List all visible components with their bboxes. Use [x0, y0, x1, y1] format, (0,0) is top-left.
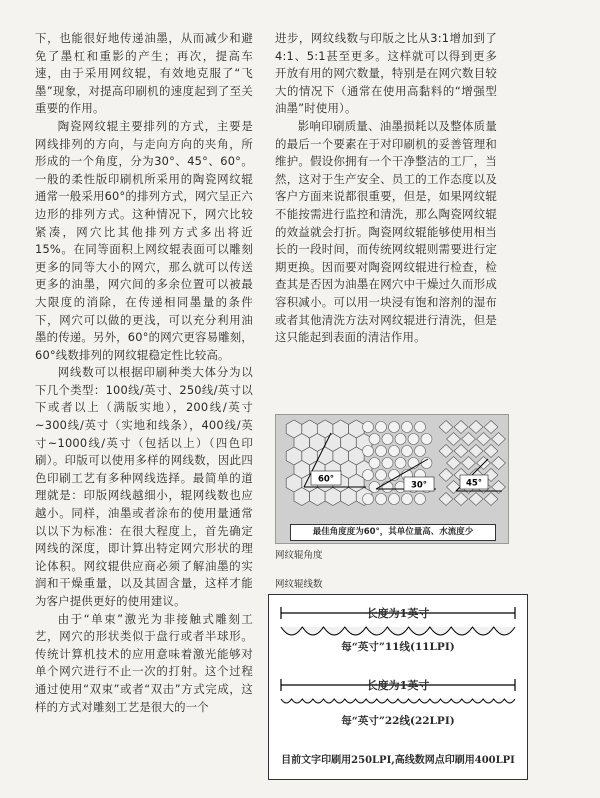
- right-text-column: [275, 30, 497, 347]
- paragraph: 下，也能很好地传递油墨，从而减少和避免了墨杠和重影的产生；再次，提高车速，由于采用网纹辊，有效地克服了“飞墨”现象，对提高印刷机的速度起到了至关重要的作用。: [35, 31, 253, 116]
- diamond-cell: [484, 493, 498, 506]
- diamond-cell: [469, 445, 483, 458]
- diamond-cell: [447, 433, 461, 446]
- angle-figure-caption: 最佳角度度为60°，其单位量高、水流度少: [290, 524, 496, 541]
- round-cell: [395, 458, 406, 469]
- paragraph: 进步，网纹线数与印版之比从3:1增加到了4:1、5:1甚至更多。这样就可以得到更多开放有用的网穴数量，特别是在网穴数目较大的情况下（通常在使用高黏料的“增强型油墨”时使用）。: [275, 31, 497, 116]
- round-cell: [369, 458, 380, 469]
- round-cell: [415, 446, 426, 457]
- diamond-cell: [439, 493, 453, 506]
- round-cell: [363, 494, 374, 505]
- round-cell: [376, 494, 387, 505]
- diamond-cell: [484, 421, 498, 434]
- resolution-label-22lpi: 每“英寸”22线(22LPI): [341, 715, 455, 727]
- round-cell: [402, 422, 413, 433]
- round-cell: [395, 434, 406, 445]
- diamond-cell: [454, 445, 468, 458]
- round-cell: [376, 422, 387, 433]
- diamond-cell: [462, 433, 476, 446]
- lpi-figure-footer: 目前文字印刷用250LPI,高线数网点印刷用400LPI: [281, 755, 515, 766]
- diamond-cell: [454, 421, 468, 434]
- cell-profile-22lpi: [281, 699, 515, 703]
- diamond-cell: [484, 445, 498, 458]
- paragraph: 网线数可以根据印刷种类大体分为以下几个类型：100线/英寸、250线/英寸以下或者以上（满版实地），200线/英寸~300线/英寸（实地和线条），400线/英寸~1000线/英寸（包括以上）（四色印刷）。印版可以使用多样的网线数，因此四色印刷工艺有多种网线选择。最简单的道理就是：印版网线越细小，辊网线数也应越小。同样，油墨或者涂布的使用量通常以以下为标准：在很大程度上，首先确定网线的深度，即计算出特定网穴形状的理论体积。网纹辊供应商必须了解油墨的实润和干燥重量，以及其固含量，这样才能为客户提供更好的使用建议。: [35, 365, 253, 608]
- angle-figure-label: 网纹辊角度: [275, 550, 323, 561]
- angle-label: 30°: [410, 480, 428, 491]
- lpi-figure-label: 网纹辊线数: [275, 579, 323, 590]
- diamond-cell: [454, 493, 468, 506]
- round-cell: [382, 482, 393, 493]
- angle-label: 45°: [465, 478, 483, 489]
- paragraph: 由于“单束”激光为非接触式雕刻工艺，网穴的形状类似于盘行或者半球形。传统计算机技术的应用意味着激光能够对单个网穴进行不止一次的打射。这个过程通过使用“双束”或者“双击”方式完成，这样的方式对雕刻工艺是很大的一个: [35, 611, 253, 714]
- diamond-cell: [447, 481, 461, 494]
- round-cell: [382, 458, 393, 469]
- diamond-cell: [447, 457, 461, 470]
- round-cell: [363, 422, 374, 433]
- diamond-cell: [439, 445, 453, 458]
- diamond-cell: [462, 457, 476, 470]
- angle-label: 60°: [317, 474, 335, 485]
- paragraph: 影响印刷质量、油墨损耗以及整体质量的最后一个要素在于对印刷机的妥善管理和维护。假设你拥有一个干净整洁的工厂，当然，这对于生产安全、员工的工作态度以及客户方面来说都很重要，但是，如果网纹辊不能按需进行监控和清洗，那么陶瓷网纹辊的效益就会打折。陶瓷网纹辊能够使用相当长的一段时间，而传统网纹辊则需要进行定期更换。因而要对陶瓷网纹辊进行检查，检查其是否因为油墨在网穴中干燥过久而形成容积减小。可以用一块浸有饱和溶剂的湿布或者其他清洗方法对网纹辊进行清洗，但是这只能起到表面的清洁作用。: [275, 118, 497, 345]
- round-cell: [421, 434, 432, 445]
- round-cell: [382, 434, 393, 445]
- resolution-label-11lpi: 每“英寸”11线(11LPI): [341, 641, 455, 653]
- diamond-pattern-45: [439, 421, 506, 506]
- round-cell: [421, 458, 432, 469]
- round-cell: [408, 434, 419, 445]
- lpi-figure: [268, 594, 528, 780]
- circle-pattern-30: [363, 422, 437, 505]
- round-cell: [389, 422, 400, 433]
- left-text-column: [35, 30, 253, 716]
- paragraph: 陶瓷网纹辊主要排列的方式，主要是网线排列的方向，与走向方向的夹角，所形成的一个角度，分为30°、45°、60°。一般的柔性版印刷机所采用的陶瓷网纹辊通常一般采用60°的排列方式，网穴呈正六边形的排列方式。这种情况下，网穴比较紧凑，网穴比其他排列方式多出将近15%。在同等面积上网纹辊表面可以雕刻更多的同等大小的网穴，那么就可以传送更多的油墨，网穴间的多余位置可以被最大限度的消除，在传递相同墨量的条件下，网穴可以做的更浅，可以充分利用油墨的传递。另外，60°的网穴更容易雕刻，60°线数排列的网纹辊稳定性比较高。: [35, 118, 253, 362]
- length-label-1: 长度为1英寸: [366, 607, 430, 620]
- cell-profile-11lpi: [281, 627, 515, 635]
- diamond-cell: [492, 433, 506, 446]
- diamond-cell: [469, 493, 483, 506]
- round-cell: [402, 494, 413, 505]
- round-cell: [415, 422, 426, 433]
- round-cell: [389, 446, 400, 457]
- round-cell: [376, 470, 387, 481]
- round-cell: [415, 494, 426, 505]
- diamond-cell: [439, 421, 453, 434]
- round-cell: [363, 470, 374, 481]
- anilox-angle-figure: [275, 414, 509, 544]
- round-cell: [402, 446, 413, 457]
- round-cell: [389, 494, 400, 505]
- diamond-cell: [469, 421, 483, 434]
- hex-pattern-60: [286, 420, 372, 506]
- diamond-cell: [492, 481, 506, 494]
- round-cell: [363, 446, 374, 457]
- round-cell: [369, 434, 380, 445]
- length-label-2: 长度为1英寸: [366, 679, 430, 692]
- diamond-cell: [439, 469, 453, 482]
- diamond-cell: [492, 457, 506, 470]
- diamond-cell: [477, 433, 491, 446]
- round-cell: [369, 482, 380, 493]
- round-cell: [376, 446, 387, 457]
